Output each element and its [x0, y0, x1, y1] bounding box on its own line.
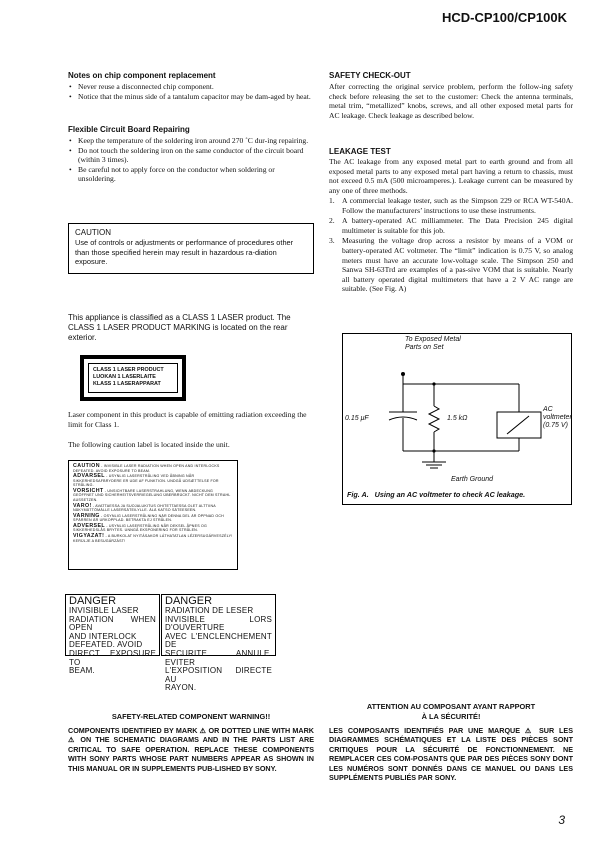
caution-label-text: - USYNLIG LASERSTRÅLING VED ÅBNING NÅR SIKKERHEDSAFBRYDERE ER UDE AF FUNKTION. UNDGÅ UDSÆTTELSE FOR STRÅLING.	[73, 474, 219, 488]
warning-fr-title-line: À LA SÉCURITÉ!	[421, 711, 481, 721]
caution-label-text: - OSYNLIG LASERSTRÅLNING NÄR DENNA DEL ÄR ÖPPNAD OCH SPÄRREN ÄR URKOPPLAD. BETRAKTA EJ STRÅLEN.	[73, 513, 224, 523]
warning-fr-text: LES COMPOSANTS IDENTIFIÉS PAR UNE MARQUE ⚠ SUR LES DIAGRAMMES SCHÉMATIQUES ET LA LISTE DES PIÈCES SONT CRITIQUES POUR LA SÉCURITÉ DE FONCTIONNEMENT. NE REMPLACER CES COM-POSANTS QUE PAR DES PIÈCES SONY DONT LES NUMÉROS SONT DONNÉS DANS CE MANUEL OU DANS LES SUPPLÉMENTS PUBLIÉS PAR SONY.	[329, 726, 573, 783]
caution-label-text: - INVISIBLE LASER RADIATION WHEN OPEN AND INTERLOCKS DEFEATED. AVOID EXPOSURE TO BEAM.	[73, 464, 220, 473]
caution-label-key: VORSICHT	[73, 487, 104, 494]
danger-label-fr	[161, 594, 276, 693]
list-item: • Be careful not to apply force on the conductor when soldering or unsoldering.	[68, 165, 314, 184]
danger-line: RADIATION DE LESER	[165, 606, 254, 615]
caution-label-text: - UNSICHTBARE LASERSTRAHLUNG, WENN ABDECKUNG GEÖFFNET UND SICHERHEITSVERRIEGELUNG ÜBERBRÜCKT. NICHT DEM STRAHL AUSSETZEN.	[73, 488, 231, 502]
leakage-test-text: The AC leakage from any exposed metal part to earth ground and from all exposed metal parts to any exposed metal part having a return to chassis, must not exceed 0.5 mA (500 microamperes.). Leakage current can be measured by any one of three methods.	[329, 157, 573, 195]
danger-line: L'EXPOSITION DIRECTE AU	[165, 666, 272, 684]
flex-board-title: Flexible Circuit Board Repairing	[68, 125, 190, 134]
list-item-text: A battery-operated AC milliammeter. The Data Precision 245 digital multimeter is suitable for this job.	[342, 216, 573, 235]
danger-line: AND INTERLOCK	[69, 631, 137, 641]
warning-fr-title-line: ATTENTION AU COMPOSANT AYANT RAPPORT	[366, 702, 536, 711]
class1-text: This appliance is classified as a CLASS 1 LASER product. The CLASS 1 LASER PRODUCT MARKING is located on the rear exterior.	[68, 313, 291, 342]
caution-text: Use of controls or adjustments or performance of procedures other than those specified herein may result in hazardous ra-diation exposure.	[75, 238, 294, 267]
list-item: • Keep the temperature of the soldering iron around 270 ˚C dur-ing repairing.	[68, 136, 314, 146]
list-item: 3. Measuring the voltage drop across a resistor by means of a VOM or battery-operated AC voltmeter. The “limit” indication is 0.75 V, so analog meters must have an accurate low-voltage scale. The Simpson 250 and Sanwa SH-63Trd are examples of a pas-sive VOM that is suitable. Nearly all battery operated digital multimeters that have a 2 V AC range are suitable. (See Fig. A)	[329, 236, 573, 294]
fig-label-line: AC	[543, 406, 553, 413]
fig-label-line: Parts on Set	[405, 344, 444, 351]
resistor-value: 1.5 kΩ	[447, 415, 468, 422]
danger-line: RADIATION WHEN OPEN	[69, 614, 156, 633]
voltmeter-label	[543, 406, 572, 430]
flex-board-list	[68, 136, 314, 184]
danger-line: DEFEATED. AVOID	[69, 640, 143, 650]
earth-ground-label: Earth Ground	[451, 476, 494, 483]
figure-a-box	[342, 333, 572, 505]
list-item: 2. A battery-operated AC milliammeter. The Data Precision 245 digital multimeter is suitable for this job.	[329, 216, 573, 235]
chip-notes-title: Notes on chip component replacement	[68, 71, 216, 80]
danger-line: INVISIBLE LORS D'OUVERTURE	[165, 614, 272, 633]
safety-checkout-title: SAFETY CHECK-OUT	[329, 71, 411, 80]
danger-line: DIRECT EXPOSURE TO	[69, 648, 156, 667]
figure-caption: Fig. A. Using an AC voltmeter to check AC leakage.	[347, 490, 526, 499]
chip-notes-list	[68, 82, 314, 101]
class1-laser-label	[80, 355, 186, 401]
laser-label-line: CLASS 1 LASER PRODUCT	[93, 367, 164, 373]
caution-box	[68, 223, 314, 274]
list-item: • Never reuse a disconnected chip component.	[68, 82, 314, 92]
page-number: 3	[558, 813, 565, 827]
danger-line: SECURITE ANNULE. EVITER	[165, 648, 272, 667]
warning-en-title: SAFETY-RELATED COMPONENT WARNING!!	[111, 712, 271, 721]
warning-en-text: COMPONENTS IDENTIFIED BY MARK ⚠ OR DOTTED LINE WITH MARK ⚠ ON THE SCHEMATIC DIAGRAMS AND IN THE PARTS LIST ARE CRITICAL TO SAFE OPERATION. REPLACE THESE COMPONENTS WITH SONY PARTS WHOSE PART NUMBERS APPEAR AS SHOWN IN THIS MANUAL OR IN SUPPLEMENTS PUB-LISHED BY SONY.	[68, 726, 314, 773]
capacitor-value: 0.15 μF	[345, 415, 369, 422]
list-item-text: A commercial leakage tester, such as the Simpson 229 or RCA WT-540A. Follow the manufacturers’ instructions to use these instruments.	[342, 196, 573, 215]
caution-label-intro: The following caution label is located inside the unit.	[68, 440, 230, 449]
danger-line: RAYON.	[165, 683, 197, 693]
fig-to-set-label	[405, 336, 461, 352]
list-item-text: Measuring the voltage drop across a resistor by means of a VOM or battery-operated AC voltmeter. The “limit” indication is 0.75 V, so analog meters must have an accurate low-voltage scale. The Simpson 250 and Sanwa SH-63Trd are examples of a pas-sive VOM that is suitable. Nearly all battery operated digital multimeters that have a 2 V AC range are suitable. (See Fig. A)	[342, 236, 573, 294]
caution-title: CAUTION	[75, 228, 111, 237]
caution-label-text: - USYNLIG LASERSTRÅLING NÅR DEKSEL ÅPNES OG SIKKERHEDSLÅS BRYTES. UNNGÅ EKSPONERING FOR STRÅLEN.	[73, 523, 207, 533]
caution-label	[68, 460, 238, 570]
fig-label-line: (0.75 V)	[543, 422, 568, 429]
caution-label-key: VIGYAZAT!	[73, 533, 105, 540]
caution-label-key: VARO!	[73, 502, 92, 509]
laser-label-line: LUOKAN 1 LASERLAITE	[93, 374, 156, 380]
leakage-test-title: LEAKAGE TEST	[329, 147, 391, 156]
danger-line: INVISIBLE LASER	[69, 606, 139, 615]
danger-label-en	[65, 594, 160, 676]
danger-line: BEAM.	[69, 666, 95, 676]
safety-checkout-text: After correcting the original service problem, perform the follow-ing safety check before releasing the set to the customer: Check the antenna terminals, metal trim, “metallized” knobs, screws, and all other exposed metal parts for AC leakage. Check leakage as described below.	[329, 82, 573, 120]
caution-label-key: CAUTION	[73, 463, 100, 469]
caution-label-key: VARNING	[73, 512, 100, 519]
caution-label-text: - A BURKOLAT NYITÁSAKOR LÁTHATATLAN LÉZERSUGÁRVESZÉLY! KERÜLJE A BESUGÁRZÁST!	[73, 534, 233, 543]
caution-label-key: ADVARSEL	[73, 473, 105, 480]
caution-label-text: - AVATTAESSA JA SUOJALUKITUS OHITETTAESSA OLET ALTTIINA NÄKYMÄTTÖMÄLLE LASERSÄTEILYLLE. ÄLÄ KATSO SÄTEESEEN.	[73, 503, 216, 513]
danger-title: DANGER	[165, 595, 213, 607]
laser-component-text: Laser component in this product is capable of emitting radiation exceeding the limit for Class 1.	[68, 410, 307, 429]
fig-label-line: To Exposed Metal	[405, 336, 461, 343]
danger-title: DANGER	[69, 595, 117, 607]
fig-label-line: voltmeter	[543, 414, 572, 421]
warning-fr-title	[329, 702, 573, 721]
leakage-methods-list	[329, 196, 573, 294]
list-item: • Do not touch the soldering iron on the same conductor of the circuit board (within 3 times).	[68, 146, 314, 165]
laser-label-line: KLASS 1 LASERAPPARAT	[93, 381, 161, 387]
danger-line: AVEC L'ENCLENCHEMENT DE	[165, 631, 272, 650]
page-header-model: HCD-CP100/CP100K	[442, 10, 567, 25]
caution-label-key: ADVERSEL	[73, 522, 106, 529]
list-item: • Notice that the minus side of a tantalum capacitor may be dam-aged by heat.	[68, 92, 314, 102]
list-item: 1. A commercial leakage tester, such as the Simpson 229 or RCA WT-540A. Follow the manufacturers’ instructions to use these instruments.	[329, 196, 573, 215]
